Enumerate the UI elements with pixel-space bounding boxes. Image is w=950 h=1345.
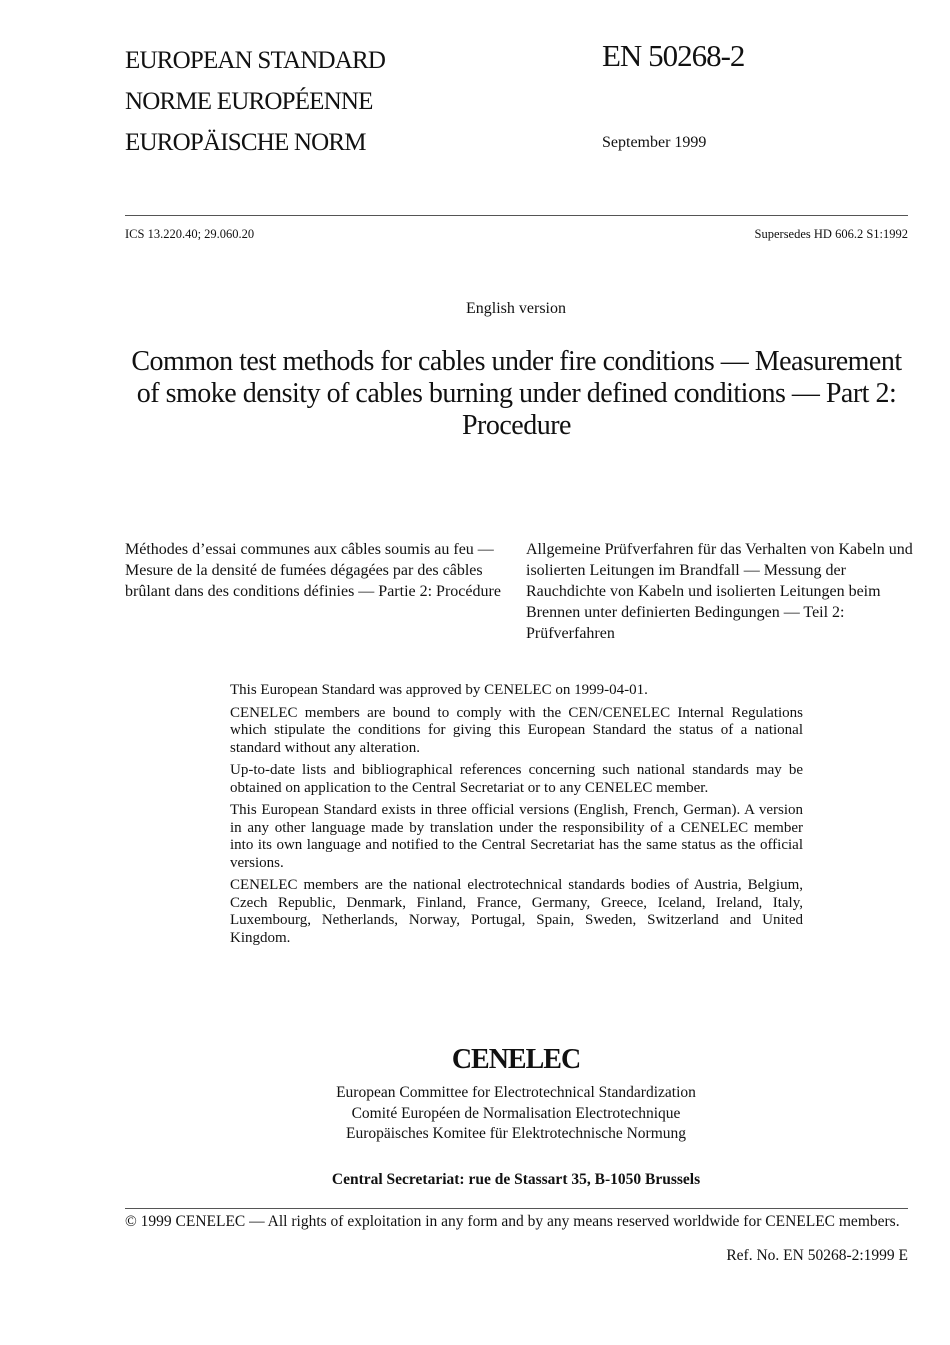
standard-number: EN 50268-2 [602,38,745,73]
footer-divider [125,1208,908,1209]
publication-date: September 1999 [602,134,707,151]
supersedes-note: Supersedes HD 606.2 S1:1992 [754,227,908,241]
versions-paragraph: This European Standard exists in three official versions (English, French, German). A version in any other language made by translation under the responsibility of a CENELEC member into its own language and notified to the Central Secretariat has the same status as the official versions. [230,802,803,871]
document-title: Common test methods for cables under fire conditions — Measurement of smoke density of cables burning under defined conditions — Part 2: Procedure [131,346,902,441]
standard-label-de: EUROPÄISCHE NORM [125,129,366,156]
reference-number: Ref. No. EN 50268-2:1999 E [726,1247,908,1264]
members-list-paragraph: CENELEC members are the national electrotechnical standards bodies of Austria, Belgium, Czech Republic, Denmark, Finland, France, Germany, Greece, Iceland, Ireland, Italy, Luxembourg, Netherlands, Norway, Portugal, Spain, Sweden, Switzerland and United Kingdom. [230,877,803,946]
organization-name-en: European Committee for Electrotechnical Standardization [336,1084,696,1101]
references-paragraph: Up-to-date lists and bibliographical references concerning such national standards may be obtained on application to the Central Secretariat or to any CENELEC member. [230,762,803,796]
title-french: Méthodes d’essai communes aux câbles soumis au feu — Mesure de la densité de fumées dégagées par des câbles brûlant dans des conditions définies — Partie 2: Procédure [125,541,501,600]
organization-full-names [0,1083,950,1145]
secretariat-address: Central Secretariat: rue de Stassart 35, B-1050 Brussels [331,1171,701,1188]
header-divider [125,215,908,216]
approval-text [230,682,803,952]
title-german: Allgemeine Prüfverfahren für das Verhalten von Kabeln und isolierten Leitungen im Brandfall — Messung der Rauchdichte von Kabeln und isolierten Leitungen beim Brennen unter definierten Bedingungen — Teil 2: Prüfverfahren [526,541,913,642]
organization-name-de: Europäisches Komitee für Elektrotechnische Normung [345,1125,687,1142]
standard-label-en: EUROPEAN STANDARD [125,47,386,74]
version-label: English version [466,300,566,317]
members-obligation-paragraph: CENELEC members are bound to comply with the CEN/CENELEC Internal Regulations which stipulate the conditions for giving this European Standard the status of a national standard without any alteration. [230,704,803,756]
standard-label-fr: NORME EUROPÉENNE [125,88,373,115]
copyright-notice: © 1999 CENELEC — All rights of exploitation in any form and by any means reserved worldwide for CENELEC members. [125,1213,900,1230]
approval-paragraph: This European Standard was approved by CENELEC on 1999-04-01. [230,682,648,698]
ics-code: ICS 13.220.40; 29.060.20 [125,227,255,241]
organization-name: CENELEC [451,1044,581,1075]
organization-name-fr: Comité Européen de Normalisation Electrotechnique [351,1104,681,1122]
